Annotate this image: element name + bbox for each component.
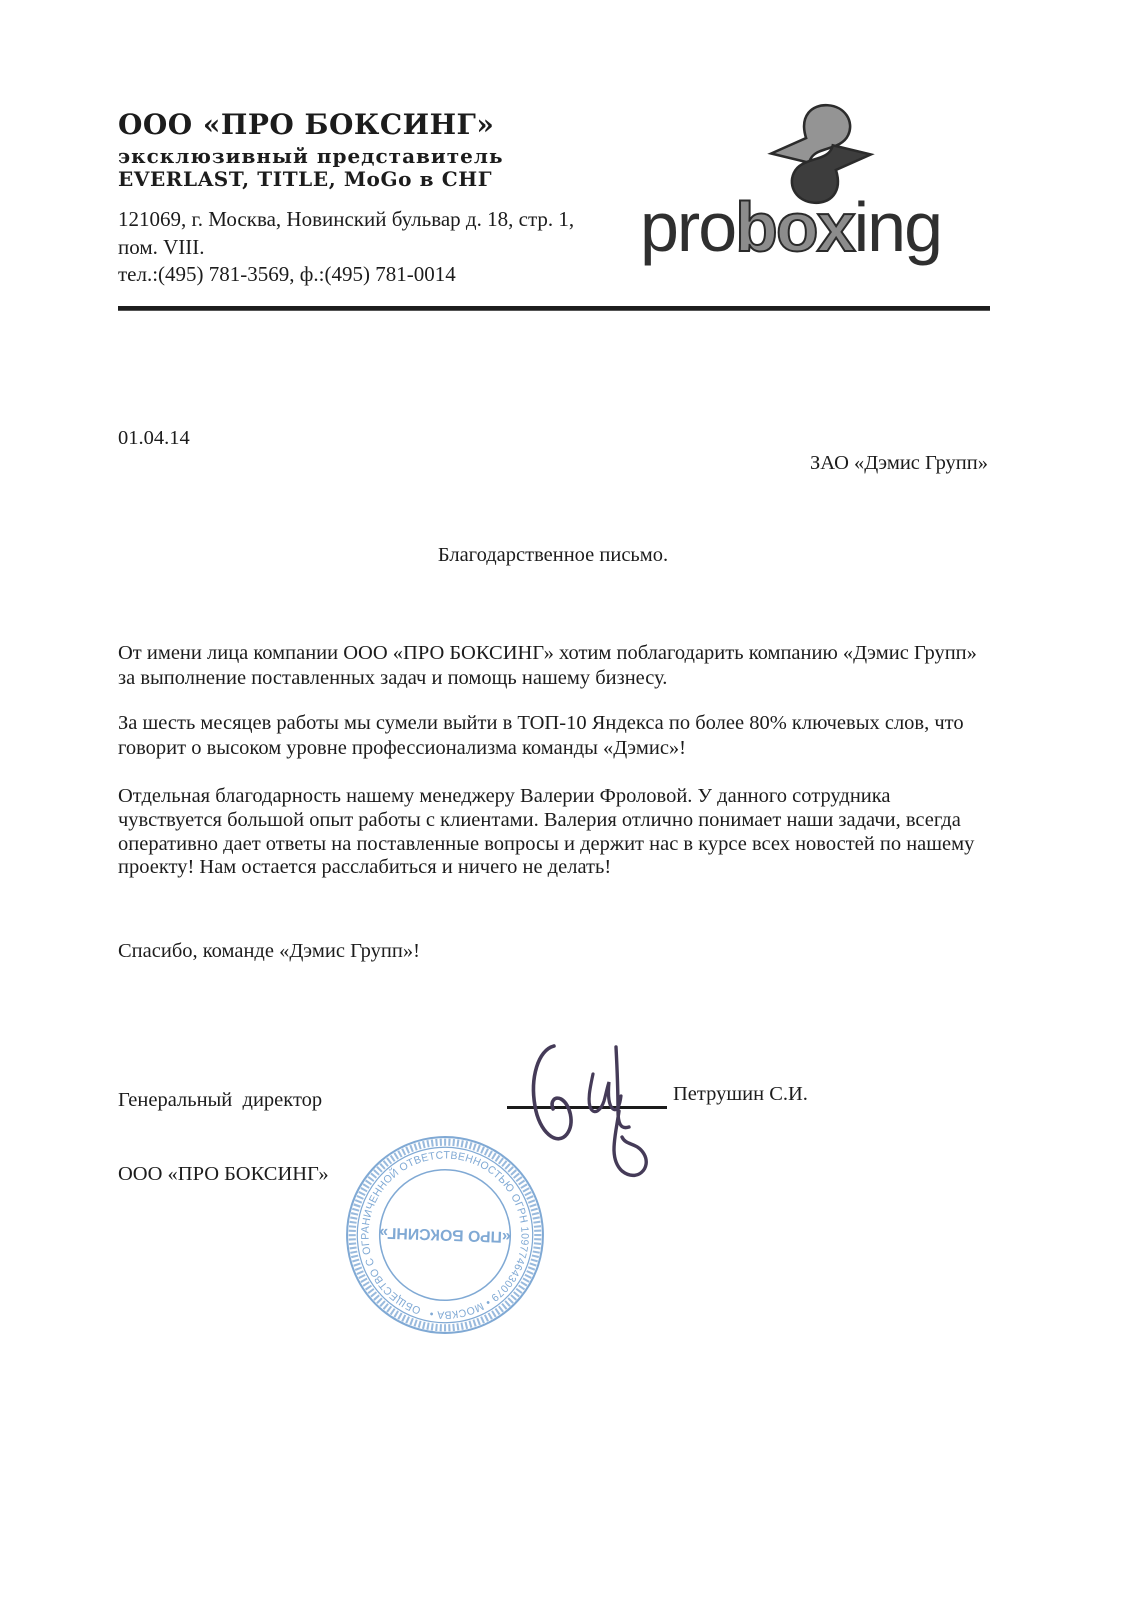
signer-role-line-1: Генеральный директор — [118, 1089, 323, 1111]
signer-role-line-2: ООО «ПРО БОКСИНГ» — [118, 1162, 329, 1185]
letter-title: Благодарственное письмо. — [437, 544, 669, 566]
header-address-block — [118, 206, 574, 289]
paragraph-3 — [118, 785, 1036, 880]
logo-text-box: box — [735, 188, 854, 266]
paragraph-2 — [118, 711, 1036, 760]
header-company-name: ООО «ПРО БОКСИНГ» — [118, 108, 495, 141]
company-stamp — [343, 1133, 547, 1337]
phone-fax-line: тел.:(495) 781-3569, ф.:(495) 781-0014 — [118, 262, 456, 286]
address-line-1: 121069, г. Москва, Новинский бульвар д. 18, стр. 1, — [118, 207, 575, 231]
date-line: 01.04.14 — [118, 427, 190, 449]
header-divider-rule — [118, 306, 990, 311]
stamp-ring-text: ОБЩЕСТВО С ОГРАНИЧЕННОЙ ОТВЕТСТВЕННОСТЬЮ ОГРН 1097746430079 • МОСКВА • — [359, 1149, 531, 1321]
paragraph-line: чувствуется большой опыт работы с клиентами. Валерия отлично понимает наши задачи, всегда — [118, 808, 961, 831]
paragraph-line: говорит о высоком уровне профессионализма команды «Дэмис»! — [118, 736, 686, 759]
paragraph-line: оперативно дает ответы на поставленные вопросы и держит нас в курсе всех новостей по нашему — [118, 832, 975, 855]
logo-text-ing: ing — [853, 188, 942, 266]
signer-role-block — [118, 1039, 329, 1235]
addressee-line: ЗАО «Дэмис Групп» — [810, 452, 988, 474]
paragraph-1 — [118, 641, 1036, 690]
signer-name: Петрушин С.И. — [673, 1083, 808, 1105]
paragraph-line: От имени лица компании ООО «ПРО БОКСИНГ» хотим поблагодарить компанию «Дэмис Групп» — [118, 642, 977, 664]
address-line-2: пом. VIII. — [118, 234, 205, 259]
logo-wordmark — [640, 188, 1000, 266]
header-subtitle-1: эксклюзивный представитель — [118, 144, 504, 168]
stamp-center-text: «ПРО БОКСИНГ» — [378, 1223, 512, 1246]
logo-text-pro: pro — [640, 188, 736, 266]
paragraph-line: Отдельная благодарность нашему менеджеру Валерии Фроловой. У данного сотрудника — [118, 785, 891, 807]
thanks-line: Спасибо, команде «Дэмис Групп»! — [118, 940, 420, 962]
header-subtitle-2: EVERLAST, TITLE, MoGo в СНГ — [118, 167, 493, 191]
paragraph-line: за выполнение поставленных задач и помощь нашему бизнесу. — [118, 666, 668, 689]
paragraph-line: проекту! Нам остается расслабиться и ничего не делать! — [118, 856, 612, 879]
paragraph-line: За шесть месяцев работы мы сумели выйти в ТОП-10 Яндекса по более 80% ключевых слов, что — [118, 712, 964, 734]
